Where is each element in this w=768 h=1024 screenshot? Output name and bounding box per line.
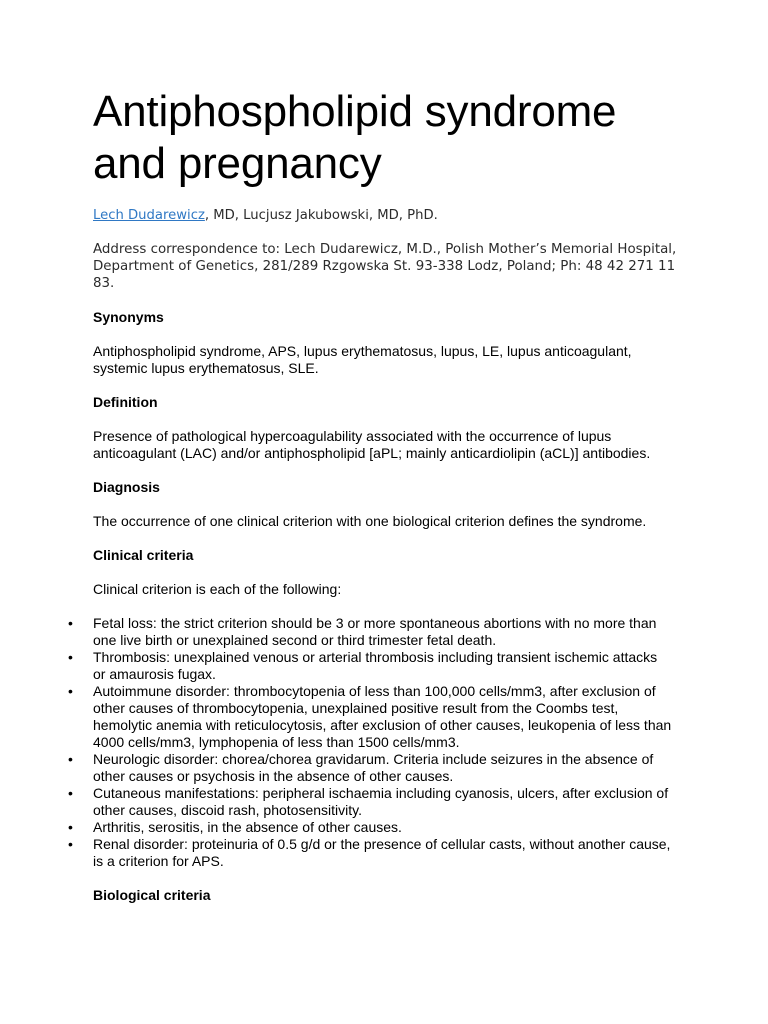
list-item-text: Thrombosis: unexplained venous or arterial thrombosis including transient ischemic attacks or amaurosis fugax.	[93, 649, 658, 682]
list-item	[0, 836, 673, 870]
biological-criteria-heading: Biological criteria	[93, 887, 211, 903]
author-line	[93, 207, 673, 224]
list-item-text: Renal disorder: proteinuria of 0.5 g/d or the presence of cellular casts, without another cause, is a criterion for APS.	[93, 836, 671, 869]
list-item	[0, 751, 673, 785]
diagnosis-heading: Diagnosis	[93, 479, 160, 495]
list-item-text: Autoimmune disorder: thrombocytopenia of less than 100,000 cells/mm3, after exclusion of other causes of thrombocytopenia, unexplained positive result from the Coombs test, hemolytic anemia with reticulocytosis, after exclusion of other causes, leukopenia of less than 4000 cells/mm3, lymphopenia of less than 1500 cells/mm3.	[93, 683, 672, 750]
bullet-icon: •	[68, 615, 73, 631]
bullet-icon: •	[68, 819, 73, 835]
bullet-icon: •	[68, 649, 73, 665]
clinical-criteria-list	[0, 615, 700, 870]
definition-heading: Definition	[93, 394, 158, 410]
list-item	[0, 649, 673, 683]
list-item	[0, 615, 673, 649]
definition-text: Presence of pathological hypercoagulability associated with the occurrence of lupus anticoagulant (LAC) and/or antiphospholipid [aPL; mainly anticardiolipin (aCL)] antibodies.	[93, 428, 651, 461]
list-item	[0, 785, 673, 819]
list-item	[0, 683, 673, 751]
diagnosis-text: The occurrence of one clinical criterion with one biological criterion defines the syndrome.	[93, 513, 647, 529]
bullet-icon: •	[68, 836, 73, 852]
correspondence-address: Address correspondence to: Lech Dudarewicz, M.D., Polish Mother’s Memorial Hospital, Department of Genetics, 281/289 Rzgowska St. 93-338 Lodz, Poland; Ph: 48 42 271 11 83.	[93, 242, 677, 291]
bullet-icon: •	[68, 785, 73, 801]
author-link[interactable]: Lech Dudarewicz	[93, 208, 205, 223]
clinical-criteria-heading: Clinical criteria	[93, 547, 194, 563]
list-item-text: Cutaneous manifestations: peripheral ischaemia including cyanosis, ulcers, after exclusion of other causes, discoid rash, photosensitivity.	[93, 785, 669, 818]
list-item-text: Fetal loss: the strict criterion should be 3 or more spontaneous abortions with no more than one live birth or unexplained second or third trimester fetal death.	[93, 615, 657, 648]
document-page	[68, 86, 677, 904]
document-title: Antiphospholipid syndrome and pregnancy	[93, 87, 617, 188]
list-item-text: Arthritis, serositis, in the absence of other causes.	[93, 819, 402, 835]
synonyms-heading: Synonyms	[93, 309, 164, 325]
bullet-icon: •	[68, 683, 73, 699]
bullet-icon: •	[68, 751, 73, 767]
list-item-text: Neurologic disorder: chorea/chorea gravidarum. Criteria include seizures in the absence of other causes or psychosis in the absence of other causes.	[93, 751, 654, 784]
list-item	[0, 819, 673, 836]
synonyms-text: Antiphospholipid syndrome, APS, lupus erythematosus, lupus, LE, lupus anticoagulant, systemic lupus erythematosus, SLE.	[93, 343, 632, 376]
clinical-criteria-intro: Clinical criterion is each of the following:	[93, 581, 342, 597]
author-credits: , MD, Lucjusz Jakubowski, MD, PhD.	[204, 208, 438, 223]
